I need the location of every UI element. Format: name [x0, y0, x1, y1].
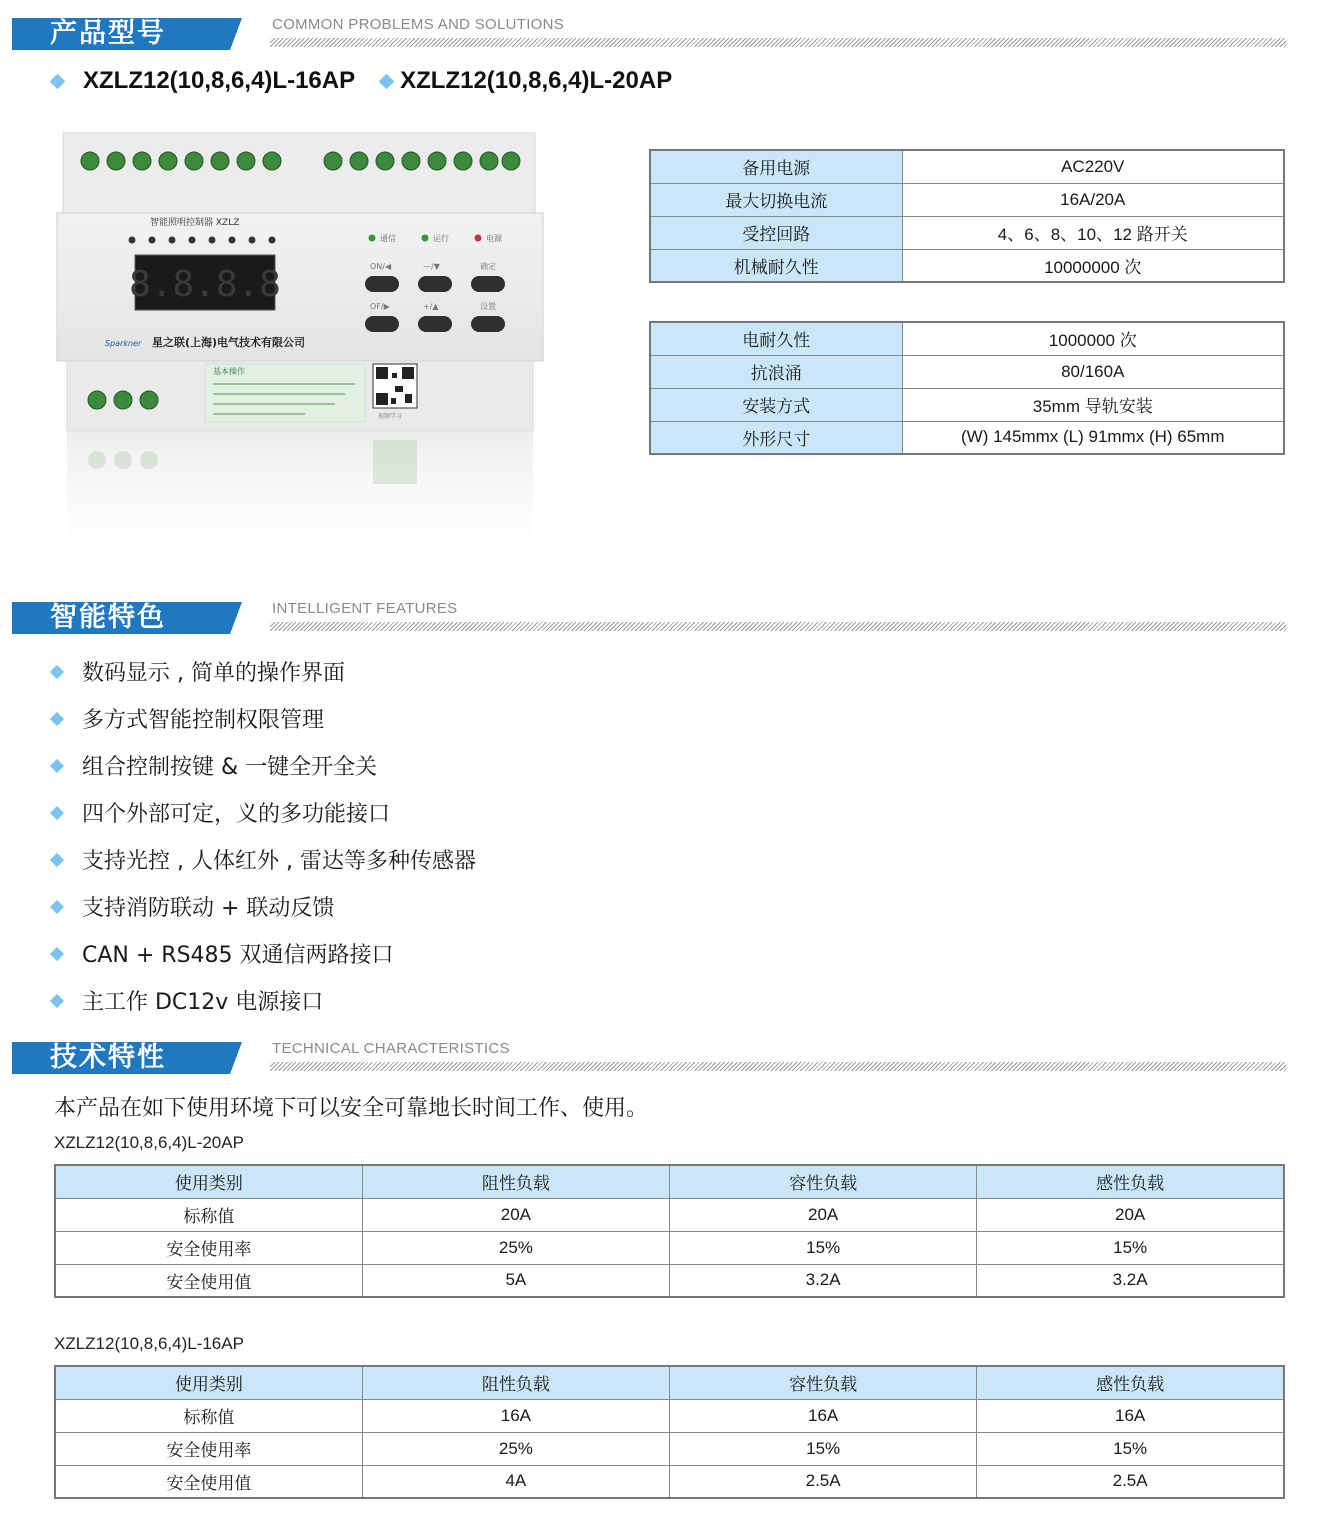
column-header: 感性负载	[977, 1366, 1284, 1399]
spec-table-2	[649, 321, 1285, 455]
table-row	[650, 421, 1284, 454]
spec-value: 35mm 导轨安装	[902, 388, 1284, 421]
model-name: XZLZ12(10,8,6,4)L-20AP	[400, 67, 673, 94]
diamond-bullet-icon	[379, 73, 395, 89]
table-cell: 标称值	[55, 1198, 362, 1231]
section-subtitle: TECHNICAL CHARACTERISTICS	[272, 1040, 510, 1057]
diamond-bullet-icon	[50, 993, 64, 1007]
svg-text:+/▲: +/▲	[423, 302, 439, 311]
diamond-bullet-icon	[50, 758, 64, 772]
feature-text: 支持光控 , 人体红外 , 雷达等多种传感器	[82, 849, 476, 874]
feature-text: 四个外部可定，义的多功能接口	[82, 802, 391, 827]
table-cell: 20A	[362, 1198, 669, 1231]
list-item	[52, 930, 476, 977]
tech-intro: 本产品在如下使用环境下可以安全可靠地长时间工作、使用。	[54, 1096, 649, 1121]
svg-text:Sparkner: Sparkner	[105, 339, 142, 348]
table-row	[55, 1465, 1284, 1498]
table-cell: 2.5A	[670, 1465, 977, 1498]
spec-table-1	[649, 149, 1285, 283]
spec-value: AC220V	[902, 150, 1284, 183]
section-divider	[270, 1062, 1286, 1071]
table-row	[55, 1264, 1284, 1297]
list-item	[52, 695, 476, 742]
column-header: 使用类别	[55, 1165, 362, 1198]
feature-text: 多方式智能控制权限管理	[82, 708, 325, 733]
spec-key: 安装方式	[650, 388, 902, 421]
table-cell: 15%	[670, 1231, 977, 1264]
svg-text:星之联(上海)电气技术有限公司: 星之联(上海)电气技术有限公司	[152, 336, 306, 349]
table-row	[55, 1231, 1284, 1264]
svg-text:确定: 确定	[480, 262, 496, 271]
column-header: 阻性负载	[362, 1366, 669, 1399]
model-list	[52, 66, 698, 96]
column-header: 阻性负载	[362, 1165, 669, 1198]
spec-key: 外形尺寸	[650, 421, 902, 454]
table-cell: 20A	[977, 1198, 1284, 1231]
list-item	[52, 742, 476, 789]
list-item	[52, 648, 476, 695]
svg-text:基本操作: 基本操作	[213, 367, 245, 376]
spec-value: 1000000 次	[902, 322, 1284, 355]
svg-text:电源: 电源	[486, 234, 502, 243]
table-cell: 安全使用率	[55, 1432, 362, 1465]
svg-text:通信: 通信	[380, 234, 396, 243]
table-cell: 3.2A	[670, 1264, 977, 1297]
section-title: 智能特色	[12, 602, 230, 634]
tech-table-20ap	[54, 1164, 1285, 1298]
tech-table-16ap	[54, 1365, 1285, 1499]
spec-key: 抗浪涌	[650, 355, 902, 388]
spec-value: 80/160A	[902, 355, 1284, 388]
svg-text:运行: 运行	[433, 234, 449, 243]
table-row	[650, 249, 1284, 282]
table-row	[55, 1432, 1284, 1465]
table-cell: 15%	[977, 1432, 1284, 1465]
diamond-bullet-icon	[50, 664, 64, 678]
section-header-product	[12, 18, 1286, 54]
table-row	[650, 388, 1284, 421]
svg-text:视频学习: 视频学习	[378, 413, 403, 420]
section-divider	[270, 622, 1286, 631]
table-cell: 25%	[362, 1432, 669, 1465]
tech-table-model: XZLZ12(10,8,6,4)L-20AP	[54, 1133, 244, 1152]
product-image	[55, 128, 545, 583]
table-header-row	[55, 1366, 1284, 1399]
list-item	[52, 977, 476, 1024]
diamond-bullet-icon	[50, 805, 64, 819]
model-item	[52, 67, 355, 95]
svg-text:—/▼: —/▼	[423, 262, 440, 271]
feature-text: 支持消防联动 + 联动反馈	[82, 896, 335, 921]
column-header: 容性负载	[670, 1165, 977, 1198]
column-header: 感性负载	[977, 1165, 1284, 1198]
spec-key: 电耐久性	[650, 322, 902, 355]
table-cell: 标称值	[55, 1399, 362, 1432]
spec-key: 最大切换电流	[650, 183, 902, 216]
diamond-bullet-icon	[50, 899, 64, 913]
table-cell: 16A	[362, 1399, 669, 1432]
spec-value: 4、6、8、10、12 路开关	[902, 216, 1284, 249]
feature-list	[52, 648, 476, 1024]
column-header: 使用类别	[55, 1366, 362, 1399]
tech-table-model: XZLZ12(10,8,6,4)L-16AP	[54, 1334, 244, 1353]
table-row	[650, 183, 1284, 216]
list-item	[52, 836, 476, 883]
table-row	[55, 1198, 1284, 1231]
spec-key: 受控回路	[650, 216, 902, 249]
spec-key: 机械耐久性	[650, 249, 902, 282]
table-cell: 5A	[362, 1264, 669, 1297]
section-title: 产品型号	[12, 18, 230, 50]
table-cell: 15%	[670, 1432, 977, 1465]
table-cell: 16A	[977, 1399, 1284, 1432]
table-cell: 安全使用率	[55, 1231, 362, 1264]
spec-value: 10000000 次	[902, 249, 1284, 282]
feature-text: 组合控制按键 & 一键全开全关	[82, 755, 378, 780]
svg-text:ON/◀: ON/◀	[370, 262, 392, 271]
spec-value: (W) 145mmx (L) 91mmx (H) 65mm	[902, 421, 1284, 454]
table-cell: 2.5A	[977, 1465, 1284, 1498]
table-row	[650, 322, 1284, 355]
diamond-bullet-icon	[50, 852, 64, 866]
table-row	[650, 355, 1284, 388]
section-divider	[270, 38, 1286, 47]
table-row	[650, 216, 1284, 249]
section-subtitle: COMMON PROBLEMS AND SOLUTIONS	[272, 16, 565, 33]
table-cell: 25%	[362, 1231, 669, 1264]
table-header-row	[55, 1165, 1284, 1198]
model-name: XZLZ12(10,8,6,4)L-16AP	[83, 67, 356, 94]
diamond-bullet-icon	[50, 946, 64, 960]
section-header-technical	[12, 1042, 1286, 1078]
spec-key: 备用电源	[650, 150, 902, 183]
table-cell: 15%	[977, 1231, 1284, 1264]
model-item	[381, 67, 672, 95]
column-header: 容性负载	[670, 1366, 977, 1399]
diamond-bullet-icon	[50, 711, 64, 725]
table-cell: 安全使用值	[55, 1264, 362, 1297]
feature-text: CAN + RS485 双通信两路接口	[82, 943, 394, 968]
device-label: 智能照明控制器 XZLZ	[150, 218, 240, 228]
diamond-bullet-icon	[50, 73, 66, 89]
list-item	[52, 789, 476, 836]
list-item	[52, 883, 476, 930]
section-header-features	[12, 602, 1286, 638]
table-cell: 20A	[670, 1198, 977, 1231]
table-cell: 安全使用值	[55, 1465, 362, 1498]
svg-text:设置: 设置	[480, 302, 496, 311]
table-cell: 16A	[670, 1399, 977, 1432]
table-cell: 4A	[362, 1465, 669, 1498]
device-display: 8.8.8.8	[129, 264, 281, 305]
section-subtitle: INTELLIGENT FEATURES	[272, 600, 458, 617]
feature-text: 数码显示 , 简单的操作界面	[82, 661, 345, 686]
svg-text:OF/▶: OF/▶	[370, 302, 390, 311]
table-cell: 3.2A	[977, 1264, 1284, 1297]
spec-value: 16A/20A	[902, 183, 1284, 216]
section-title: 技术特性	[12, 1042, 230, 1074]
table-row	[55, 1399, 1284, 1432]
feature-text: 主工作 DC12v 电源接口	[82, 990, 324, 1015]
table-row	[650, 150, 1284, 183]
